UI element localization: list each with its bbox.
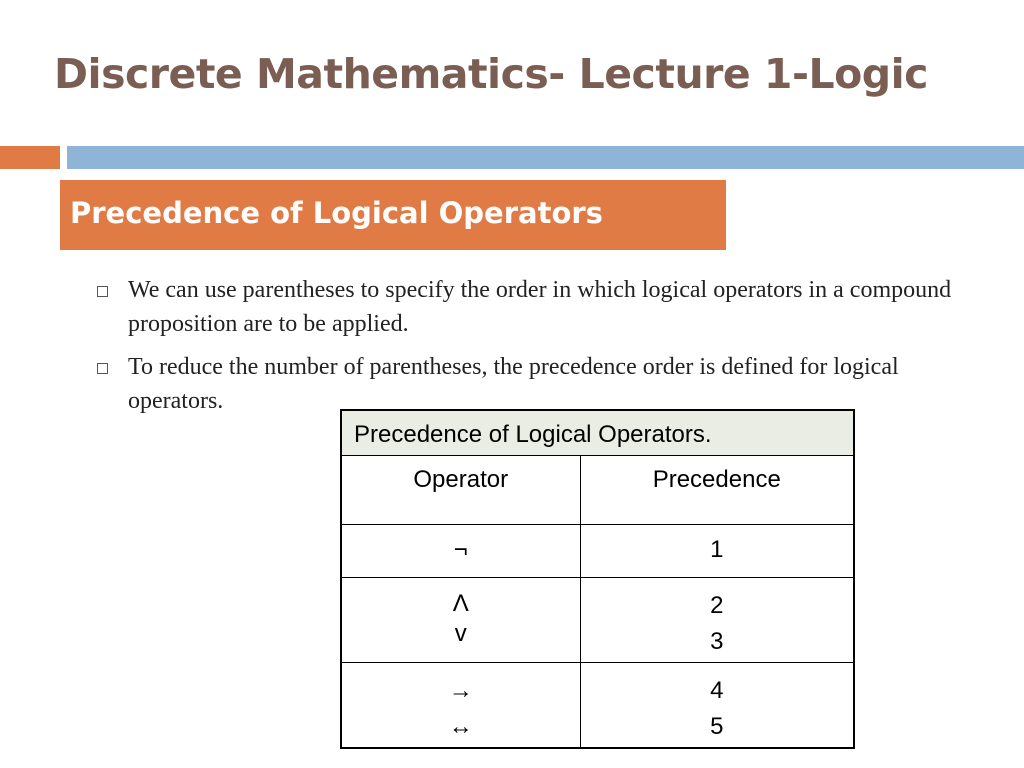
bullet-item [92,350,997,418]
operator-symbol: → [448,677,473,704]
operator-cell [341,663,580,749]
table-header-row [341,456,854,525]
table-row [341,578,854,663]
bullet-list [92,273,997,427]
precedence-value: 1 [710,536,724,563]
operator-symbol: ¬ [453,536,468,563]
accent-bar-blue [67,146,1024,169]
slide-title: Discrete Mathematics- Lecture 1-Logic [54,50,928,98]
precedence-value: 2 [710,592,724,619]
operator-symbol: Λ [452,590,469,617]
operator-symbol: ↔ [448,713,473,740]
section-heading-box [60,180,726,250]
precedence-cell [580,525,854,578]
precedence-value: 5 [710,713,724,740]
table-caption: Precedence of Logical Operators. [341,410,854,456]
bullet-text: We can use parentheses to specify the order in which logical operators in a compound proposition are to be applied. [128,277,952,337]
header-operator: Operator [341,456,580,525]
bullet-item [92,273,997,341]
table-row [341,663,854,749]
operator-cell [341,578,580,663]
bullet-text: To reduce the number of parentheses, the precedence order is defined for logical operators. [128,354,899,414]
table-row [341,525,854,578]
table-caption-row [341,410,854,456]
operator-symbol: v [454,620,467,647]
precedence-value: 3 [710,628,724,655]
precedence-cell [580,578,854,663]
header-precedence: Precedence [580,456,854,525]
precedence-cell [580,663,854,749]
operator-cell [341,525,580,578]
accent-bar-orange [0,146,60,169]
section-heading: Precedence of Logical Operators [70,196,603,230]
square-bullet-icon [97,286,108,297]
precedence-table [340,409,855,749]
square-bullet-icon [97,363,108,374]
precedence-value: 4 [710,677,724,704]
